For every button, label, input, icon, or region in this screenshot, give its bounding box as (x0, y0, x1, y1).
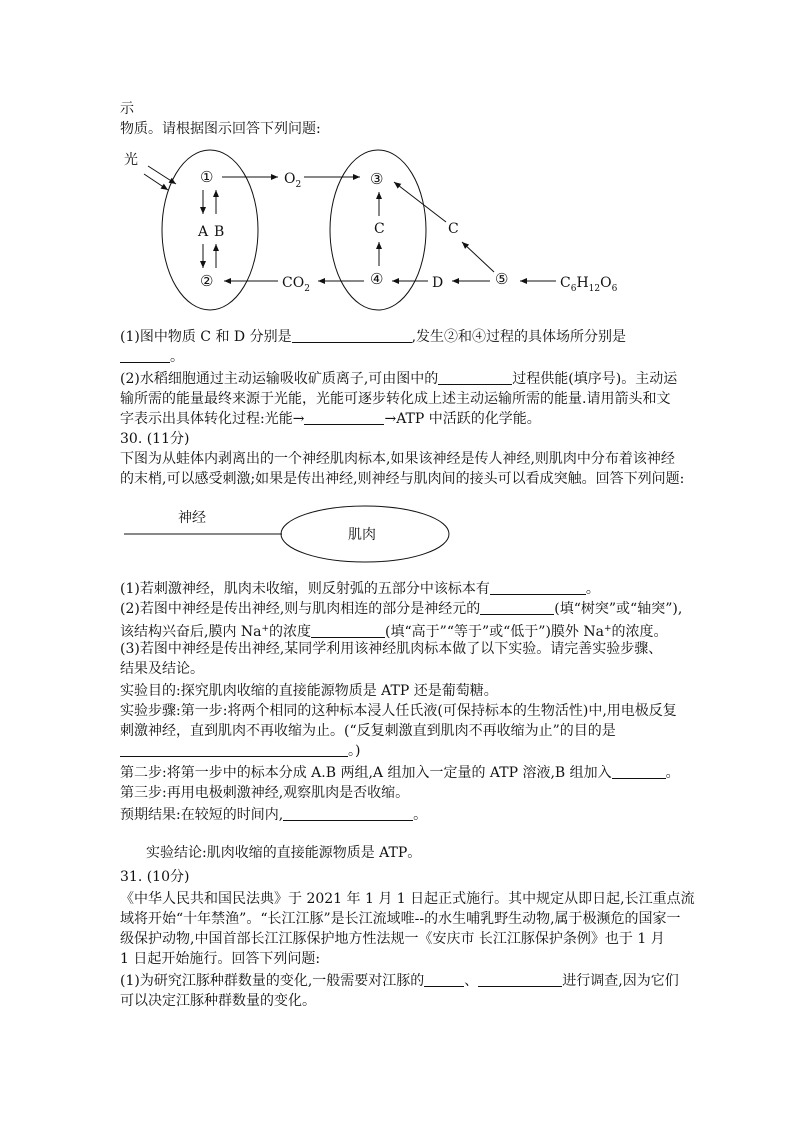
q30-conclusion: 实验结论:肌肉收缩的直接能源物质是 ATP。 (146, 845, 422, 861)
q29-part1-cont: 。 (120, 348, 680, 366)
q30-part1: (1)若刺激神经，肌肉未收缩，则反射弧的五部分中该标本有 。 (120, 581, 600, 597)
q30-step1: 实验步骤:第一步:将两个相同的这种标本浸人任氏液(可保持标本的生物活性)中,用电极反复 (120, 703, 677, 719)
answer-blank[interactable] (438, 370, 512, 385)
answer-blank[interactable] (480, 600, 554, 615)
answer-blank[interactable] (120, 742, 348, 757)
process-3: ③ (370, 170, 384, 188)
label-C-inner: C (374, 221, 385, 237)
q30-aim: 实验目的:探究肌肉收缩的直接能源物质是 ATP 还是葡萄糖。 (120, 683, 498, 699)
nerve-muscle-diagram (0, 502, 794, 572)
text-fragment (120, 100, 680, 118)
answer-blank[interactable] (612, 764, 666, 779)
arrow-glyph: → (292, 411, 305, 427)
q31-line3: 级保护动物,中国首部长江江豚保护地方性法规一《安庆市 长江江豚保护条例》也于 1 月 (120, 931, 665, 947)
q30-title: 30. (11分) (120, 431, 190, 447)
q29-part2: (2)水稻细胞通过主动运输吸收矿质离子,可由图中的 过程供能(填序号)。主动运 (120, 371, 678, 387)
q31-line2: 域将开始“十年禁渔”。“长江江豚”是长江流域唯--的水生哺乳野生动物,属于极濒危的国家一 (120, 911, 681, 927)
q30-part3: (3)若图中神经是传出神经,某同学利用该神经肌肉标本做了以下实验。请完善实验步骤、 (120, 641, 663, 657)
label-D: D (432, 275, 444, 291)
answer-blank[interactable] (292, 328, 412, 343)
answer-blank[interactable] (478, 972, 562, 987)
q30-intro-2: 的末梢,可以感受刺激;如果是传出神经,则神经与肌肉间的接头可以看成突触。回答下列问题: (120, 471, 685, 487)
q30-step2: 第二步:将第一步中的标本分成 A.B 两组,A 组加入一定量的 ATP 溶液,B 组加入 。 (120, 765, 680, 781)
metabolism-diagram (0, 140, 794, 320)
intro-text: 物质。请根据图示回答下列问题: (120, 121, 321, 137)
arrow-C-outer-to-3 (394, 182, 446, 222)
q30-intro-1: 下图为从蛙体内剥离出的一个神经肌肉标本,如果该神经是传人神经,则肌肉中分布着该神经 (120, 451, 675, 467)
answer-blank[interactable] (311, 623, 385, 638)
process-1: ① (200, 168, 214, 186)
q29-intro (120, 120, 680, 138)
q30-part3-line2: 结果及结论。 (120, 661, 204, 677)
q29-part2-line3: 字表示出具体转化过程:光能→ →ATP 中活跃的化学能。 (120, 411, 541, 427)
label-C-outer: C (448, 221, 459, 237)
answer-blank[interactable] (283, 806, 413, 821)
q29-part2-line2: 输所需的能量最终来源于光能，光能可逐步转化成上述主动运输所需的能量.请用箭头和文 (120, 391, 671, 407)
q31-line4: 1 日起开始施行。回答下列问题: (120, 951, 321, 967)
answer-blank[interactable] (120, 348, 170, 363)
co2-label: $CO_2$ (282, 275, 310, 294)
process-2: ② (200, 272, 214, 290)
q30-result: 预期结果:在较短的时间内, 。 (120, 807, 428, 823)
q31-title: 31. (10分) (120, 869, 190, 885)
light-label: 光 (124, 152, 138, 168)
q30-step3: 第三步:再用电极刺激神经,观察肌肉是否收缩。 (120, 785, 410, 801)
glucose-label: $C_6H_{12}O_6$ (560, 275, 618, 294)
o2-label: $O_2$ (284, 171, 302, 190)
fragment-text: 示 (120, 101, 134, 117)
answer-blank[interactable] (490, 580, 586, 595)
answer-blank[interactable] (424, 972, 464, 987)
q31-line1: 《中华人民共和国民法典》于 2021 年 1 月 1 日起正式施行。其中规定从即日起,长江重点流 (120, 891, 695, 907)
label-A: A (198, 224, 209, 240)
answer-blank[interactable] (304, 410, 384, 425)
q31-part1-line2: 可以决定江豚种群数量的变化。 (120, 993, 316, 1009)
q31-part1: (1)为研究江豚种群数量的变化,一般需要对江豚的 、 进行调查,因为它们 (120, 973, 679, 989)
q30-part2: (2)若图中神经是传出神经,则与肌肉相连的部分是神经元的 (填“树突”或“轴突”), (120, 601, 683, 617)
q30-part2-line2: 该结构兴奋后,膜内 Na+的浓度 (填“高于”“等于”或“低于”)膜外 Na+的浓度。 (120, 624, 668, 640)
process-4: ④ (370, 270, 384, 288)
nerve-label: 神经 (178, 510, 206, 526)
q29-part1: (1)图中物质 C 和 D 分别是 ,发生②和④过程的具体场所分别是 (120, 329, 627, 345)
q30-step1-line3: 。) (120, 742, 680, 760)
label-B: B (214, 224, 225, 240)
q30-step1-line2: 刺激神经，直到肌肉不再收缩为止。(“反复刺激直到肌肉不再收缩为止”的目的是 (120, 723, 616, 739)
process-5: ⑤ (495, 270, 509, 288)
muscle-label: 肌肉 (348, 527, 376, 543)
arrow-5-to-C-outer (462, 242, 494, 272)
arrow-glyph: → (384, 411, 397, 427)
